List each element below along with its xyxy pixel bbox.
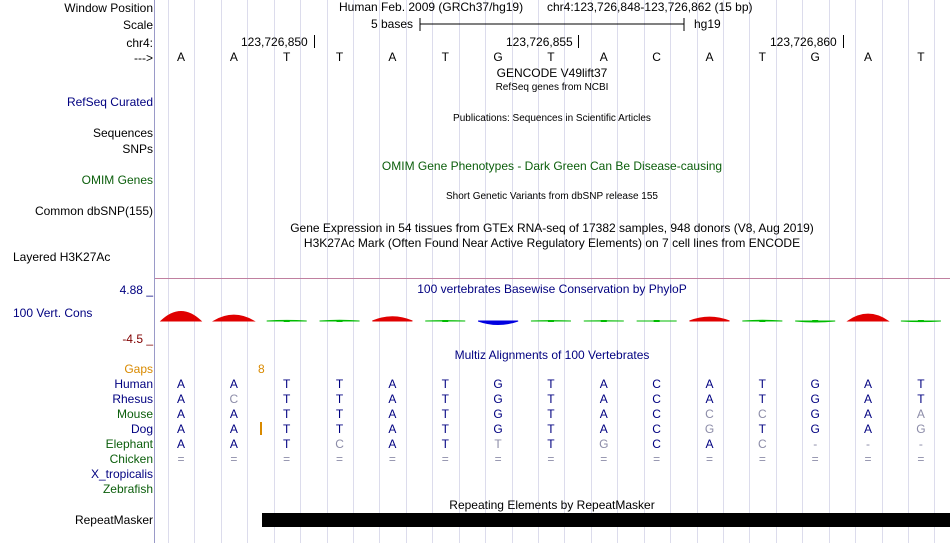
dna-base: T xyxy=(441,50,449,64)
aligned-base: = xyxy=(758,452,766,466)
phylop-bar xyxy=(690,317,730,321)
aligned-base: G xyxy=(810,377,820,391)
species-label-zebrafish[interactable]: Zebrafish xyxy=(102,482,153,496)
gaps-value: 8 xyxy=(258,362,265,376)
dbsnp-label[interactable]: Common dbSNP(155) xyxy=(34,204,153,218)
aligned-base: = xyxy=(388,452,396,466)
aligned-base: A xyxy=(229,407,238,421)
aligned-base: G xyxy=(493,422,503,436)
species-label-rhesus[interactable]: Rhesus xyxy=(112,392,153,406)
aligned-base: T xyxy=(283,407,291,421)
aligned-base: T xyxy=(441,422,449,436)
dna-base: T xyxy=(758,50,767,64)
aligned-base: A xyxy=(599,377,608,391)
aligned-base: T xyxy=(441,392,449,406)
aligned-base: = xyxy=(177,452,185,466)
aligned-base: C xyxy=(652,437,661,451)
aligned-base: A xyxy=(864,377,873,391)
aligned-base: = xyxy=(600,452,608,466)
aligned-base: G xyxy=(493,377,503,391)
phylop-bar xyxy=(161,311,201,321)
aligned-base: C xyxy=(229,392,239,406)
aligned-base: T xyxy=(917,392,925,406)
strand-label: ---> xyxy=(134,51,153,65)
aligned-base: C xyxy=(758,407,767,421)
species-label-mouse[interactable]: Mouse xyxy=(116,407,153,421)
dna-base: T xyxy=(547,50,555,64)
aligned-base: C xyxy=(652,392,661,406)
aligned-base: T xyxy=(758,422,767,436)
aligned-base: T xyxy=(283,437,291,451)
aligned-base: A xyxy=(864,407,873,421)
aligned-base: T xyxy=(441,437,449,451)
cons-max-label: 4.88 _ xyxy=(119,283,153,297)
phylop-tick xyxy=(601,320,607,322)
dbsnp-title[interactable]: Short Genetic Variants from dbSNP release 155 xyxy=(446,191,658,202)
aligned-base: A xyxy=(388,422,397,436)
aligned-base: T xyxy=(283,392,291,406)
cons-label[interactable]: 100 Vert. Cons xyxy=(13,306,93,320)
species-label-x_tropicalis[interactable]: X_tropicalis xyxy=(90,467,153,481)
aligned-base: T xyxy=(547,422,555,436)
aligned-base: T xyxy=(441,407,449,421)
aligned-base: = xyxy=(336,452,344,466)
aligned-base: = xyxy=(917,452,925,466)
chrom-label: chr4: xyxy=(126,36,153,50)
gtex-title[interactable]: Gene Expression in 54 tissues from GTEx RNA-seq of 17382 samples, 948 donors (V8, Aug 2019) xyxy=(290,221,814,235)
aligned-base: C xyxy=(705,407,714,421)
phylop-tick xyxy=(812,320,818,322)
aligned-base: A xyxy=(176,407,185,421)
dna-base: G xyxy=(493,50,503,64)
scale-text: 5 bases xyxy=(371,17,414,31)
cons-min-label: -4.5 _ xyxy=(122,332,153,346)
aligned-base: T xyxy=(547,377,555,391)
omim-label[interactable]: OMIM Genes xyxy=(81,173,153,187)
aligned-base: T xyxy=(335,407,344,421)
aligned-base: T xyxy=(547,392,555,406)
aligned-base: A xyxy=(176,377,185,391)
aligned-base: G xyxy=(810,422,820,436)
aligned-base: = xyxy=(653,452,661,466)
scale-bar xyxy=(419,16,687,34)
aligned-base: C xyxy=(652,422,661,436)
aligned-base: G xyxy=(810,407,820,421)
aligned-base: T xyxy=(283,377,291,391)
aligned-base: A xyxy=(229,422,238,436)
phylop-tick xyxy=(284,320,290,322)
species-label-dog[interactable]: Dog xyxy=(130,422,153,436)
aligned-base: G xyxy=(704,422,715,436)
aligned-base: T xyxy=(758,392,767,406)
aligned-base: A xyxy=(229,437,238,451)
dna-base: A xyxy=(229,50,238,64)
aligned-base: T xyxy=(758,377,767,391)
aligned-base: = xyxy=(811,452,819,466)
aligned-base: T xyxy=(335,377,344,391)
aligned-base: - xyxy=(813,437,818,451)
aligned-base: A xyxy=(705,437,714,451)
aligned-base: = xyxy=(864,452,872,466)
coord-label-2: 123,726,855 xyxy=(506,35,573,49)
aligned-base: A xyxy=(176,392,185,406)
species-label-elephant[interactable]: Elephant xyxy=(105,437,153,451)
dna-base: A xyxy=(705,50,714,64)
dna-base: A xyxy=(176,50,185,64)
aligned-base: - xyxy=(918,437,923,451)
aligned-base: T xyxy=(335,422,344,436)
coord-tick-3 xyxy=(843,35,844,48)
track-divider xyxy=(155,278,950,279)
aligned-base: A xyxy=(705,392,714,406)
aligned-base: A xyxy=(705,377,714,391)
dna-base: T xyxy=(335,50,344,64)
gaps-label[interactable]: Gaps xyxy=(124,362,153,376)
refseq-label[interactable]: RefSeq Curated xyxy=(66,95,153,109)
phylop-tick xyxy=(337,320,343,322)
repeatmasker-title[interactable]: Repeating Elements by RepeatMasker xyxy=(449,498,655,512)
aligned-base: = xyxy=(494,452,502,466)
aligned-base: - xyxy=(866,437,871,451)
phylop-tick xyxy=(759,320,765,322)
aligned-base: G xyxy=(493,407,503,421)
aligned-base: A xyxy=(388,392,397,406)
assembly-title[interactable]: Human Feb. 2009 (GRCh37/hg19) xyxy=(339,0,524,14)
aligned-base: = xyxy=(441,452,449,466)
aligned-base: A xyxy=(864,422,873,436)
omim-title[interactable]: OMIM Gene Phenotypes - Dark Green Can Be Disease-causing xyxy=(381,159,723,173)
dna-base: A xyxy=(864,50,873,64)
aligned-base: T xyxy=(441,377,449,391)
aligned-base: C xyxy=(758,437,767,451)
dna-base: T xyxy=(283,50,291,64)
aligned-base: T xyxy=(335,392,344,406)
phylop-wiggle-plot xyxy=(0,300,950,330)
snps-label[interactable]: SNPs xyxy=(122,142,153,156)
h3k27ac-title[interactable]: H3K27Ac Mark (Often Found Near Active Regulatory Elements) on 7 cell lines from ENCODE xyxy=(303,236,801,250)
aligned-base: A xyxy=(599,422,608,436)
scale-label: Scale xyxy=(122,18,153,32)
coord-tick-2 xyxy=(578,35,579,48)
aligned-base: A xyxy=(864,392,873,406)
phylop-tick xyxy=(654,320,660,322)
phylop-bar xyxy=(478,321,518,325)
aligned-base: = xyxy=(283,452,291,466)
aligned-base: T xyxy=(917,377,925,391)
aligned-base: A xyxy=(176,422,185,436)
aligned-base: C xyxy=(335,437,344,451)
sequences-label[interactable]: Sequences xyxy=(92,126,153,140)
publications-title[interactable]: Publications: Sequences in Scientific Articles xyxy=(453,113,651,124)
position-range[interactable]: chr4:123,726,848-123,726,862 (15 bp) xyxy=(547,0,753,14)
phylop-bar xyxy=(848,314,888,321)
h3k27ac-label[interactable]: Layered H3K27Ac xyxy=(13,250,111,264)
aligned-base: = xyxy=(705,452,713,466)
coord-label-3: 123,726,860 xyxy=(770,35,837,49)
window-position-label: Window Position xyxy=(64,1,153,15)
aligned-base: T xyxy=(283,422,291,436)
phylop-tick xyxy=(918,320,924,322)
aligned-base: A xyxy=(176,437,185,451)
aligned-base: A xyxy=(388,437,397,451)
aligned-base: A xyxy=(916,407,925,421)
repeat-element-bar[interactable] xyxy=(262,513,950,527)
aligned-base: T xyxy=(547,407,555,421)
aligned-base: A xyxy=(599,407,608,421)
aligned-base: G xyxy=(599,437,609,451)
refseq-title[interactable]: RefSeq genes from NCBI xyxy=(495,82,609,93)
aligned-base: = xyxy=(230,452,238,466)
aligned-base: G xyxy=(916,422,926,436)
dna-base: A xyxy=(388,50,397,64)
aligned-base: G xyxy=(810,392,820,406)
scale-db: hg19 xyxy=(694,17,721,31)
phylop-tick xyxy=(548,320,554,322)
aligned-base: A xyxy=(388,407,397,421)
phylop-bar xyxy=(372,317,412,321)
aligned-base: T xyxy=(494,437,502,451)
dna-base: G xyxy=(810,50,820,64)
gencode-title[interactable]: GENCODE V49lift37 xyxy=(496,66,608,80)
phylop-title[interactable]: 100 vertebrates Basewise Conservation by PhyloP xyxy=(417,282,687,296)
aligned-base: C xyxy=(652,377,661,391)
aligned-base: A xyxy=(599,392,608,406)
aligned-base: G xyxy=(493,392,503,406)
coord-tick-1 xyxy=(314,35,315,48)
aligned-base: A xyxy=(229,377,238,391)
multiz-title[interactable]: Multiz Alignments of 100 Vertebrates xyxy=(454,348,650,362)
aligned-base: A xyxy=(388,377,397,391)
phylop-tick xyxy=(442,320,448,322)
aligned-base: T xyxy=(547,437,555,451)
aligned-base: = xyxy=(547,452,555,466)
aligned-base: C xyxy=(652,407,661,421)
coord-label-1: 123,726,850 xyxy=(241,35,308,49)
dna-base: T xyxy=(917,50,925,64)
species-label-chicken[interactable]: Chicken xyxy=(109,452,153,466)
repeatmasker-label[interactable]: RepeatMasker xyxy=(74,513,153,527)
insertion-marker xyxy=(260,422,262,435)
dna-base: A xyxy=(599,50,608,64)
dna-base: C xyxy=(652,50,661,64)
species-label-human[interactable]: Human xyxy=(114,377,153,391)
phylop-bar xyxy=(214,315,254,321)
